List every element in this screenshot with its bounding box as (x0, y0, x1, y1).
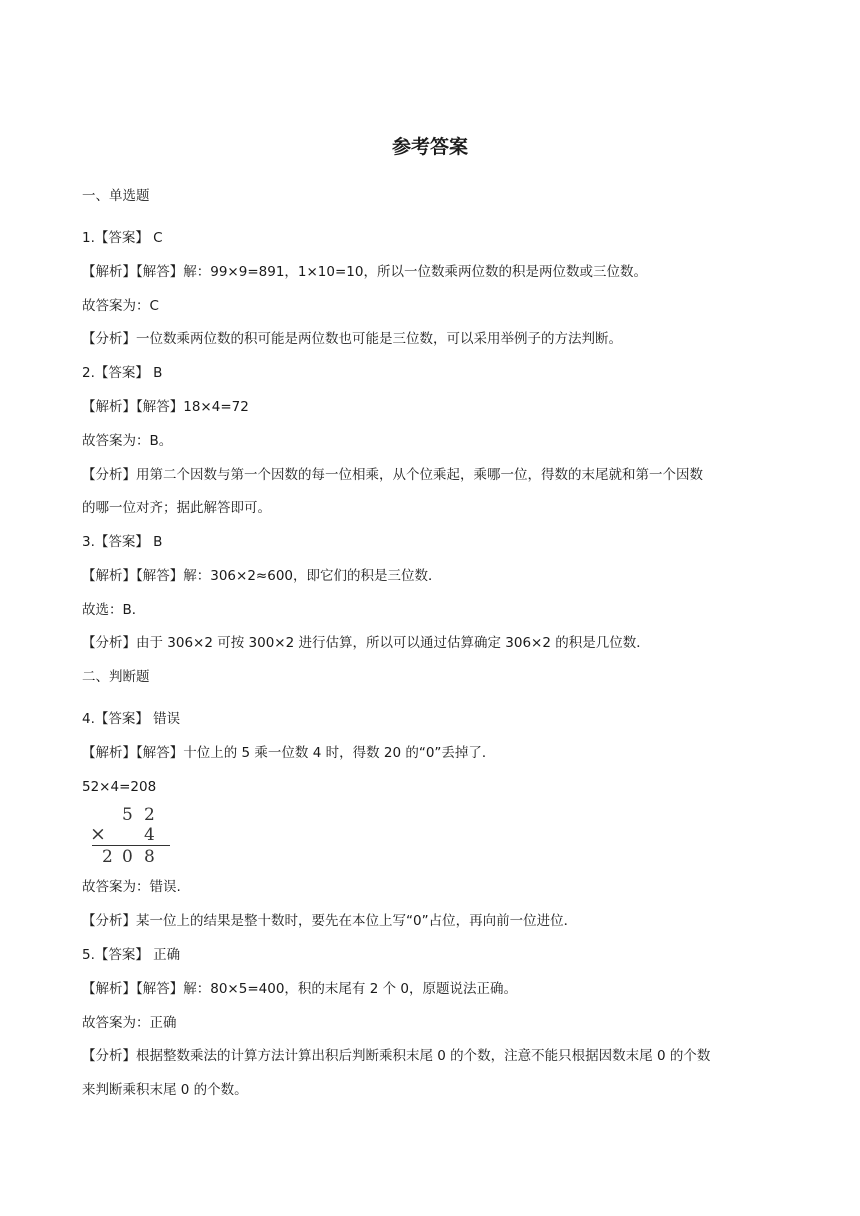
multiplicand-ones-digit: 2 (144, 805, 155, 825)
analysis-4: 【分析】某一位上的结果是整十数时，要先在本位上写“0”占位，再向前一位进位． (82, 913, 578, 929)
product-tens-digit: 0 (122, 847, 133, 867)
page-title: 参考答案 (391, 136, 468, 158)
section-heading-true-false: 二、判断题 (82, 669, 150, 685)
answer-1: 1.【答案】 C (82, 230, 163, 246)
answer-5: 5.【答案】 正确 (82, 947, 181, 963)
explanation-2: 【解析】【解答】18×4=72 (82, 399, 249, 415)
vertical-multiplication (88, 806, 172, 866)
multiply-sign: × (90, 823, 106, 845)
product-ones-digit: 8 (144, 847, 155, 867)
conclusion-3: 故选：B． (82, 602, 146, 618)
analysis-2-continued: 的哪一位对齐；据此解答即可。 (82, 500, 271, 516)
explanation-1: 【解析】【解答】解：99×9=891，1×10=10，所以一位数乘两位数的积是两位数或三位数。 (82, 264, 647, 280)
equation-4: 52×4=208 (82, 779, 157, 795)
answer-4: 4.【答案】 错误 (82, 711, 181, 727)
explanation-3: 【解析】【解答】解：306×2≈600，即它们的积是三位数． (82, 568, 442, 584)
analysis-1: 【分析】一位数乘两位数的积可能是两位数也可能是三位数，可以采用举例子的方法判断。 (82, 331, 622, 347)
answer-3: 3.【答案】 B (82, 534, 163, 550)
analysis-2: 【分析】用第二个因数与第一个因数的每一位相乘，从个位乘起，乘哪一位，得数的末尾就和第一个因数 (82, 467, 703, 483)
calculation-rule-line (92, 845, 170, 846)
conclusion-2: 故答案为：B。 (82, 433, 173, 449)
multiplicand-tens-digit: 5 (122, 805, 133, 825)
conclusion-5: 故答案为：正确 (82, 1015, 177, 1031)
explanation-4: 【解析】【解答】十位上的 5 乘一位数 4 时，得数 20 的“0”丢掉了． (82, 745, 496, 761)
conclusion-4: 故答案为：错误. (82, 879, 181, 895)
multiplier-digit: 4 (144, 825, 155, 845)
conclusion-1: 故答案为：C (82, 298, 159, 314)
answer-2: 2.【答案】 B (82, 365, 163, 381)
product-hundreds-digit: 2 (102, 847, 113, 867)
section-heading-single-choice: 一、单选题 (82, 188, 150, 204)
analysis-5: 【分析】根据整数乘法的计算方法计算出积后判断乘积末尾 0 的个数，注意不能只根据因数末尾 0 的个数 (82, 1048, 711, 1064)
analysis-3: 【分析】由于 306×2 可按 300×2 进行估算，所以可以通过估算确定 306×2 的积是几位数． (82, 635, 650, 651)
analysis-5-continued: 来判断乘积末尾 0 的个数。 (82, 1082, 248, 1098)
explanation-5: 【解析】【解答】解：80×5=400，积的末尾有 2 个 0，原题说法正确。 (82, 981, 517, 997)
